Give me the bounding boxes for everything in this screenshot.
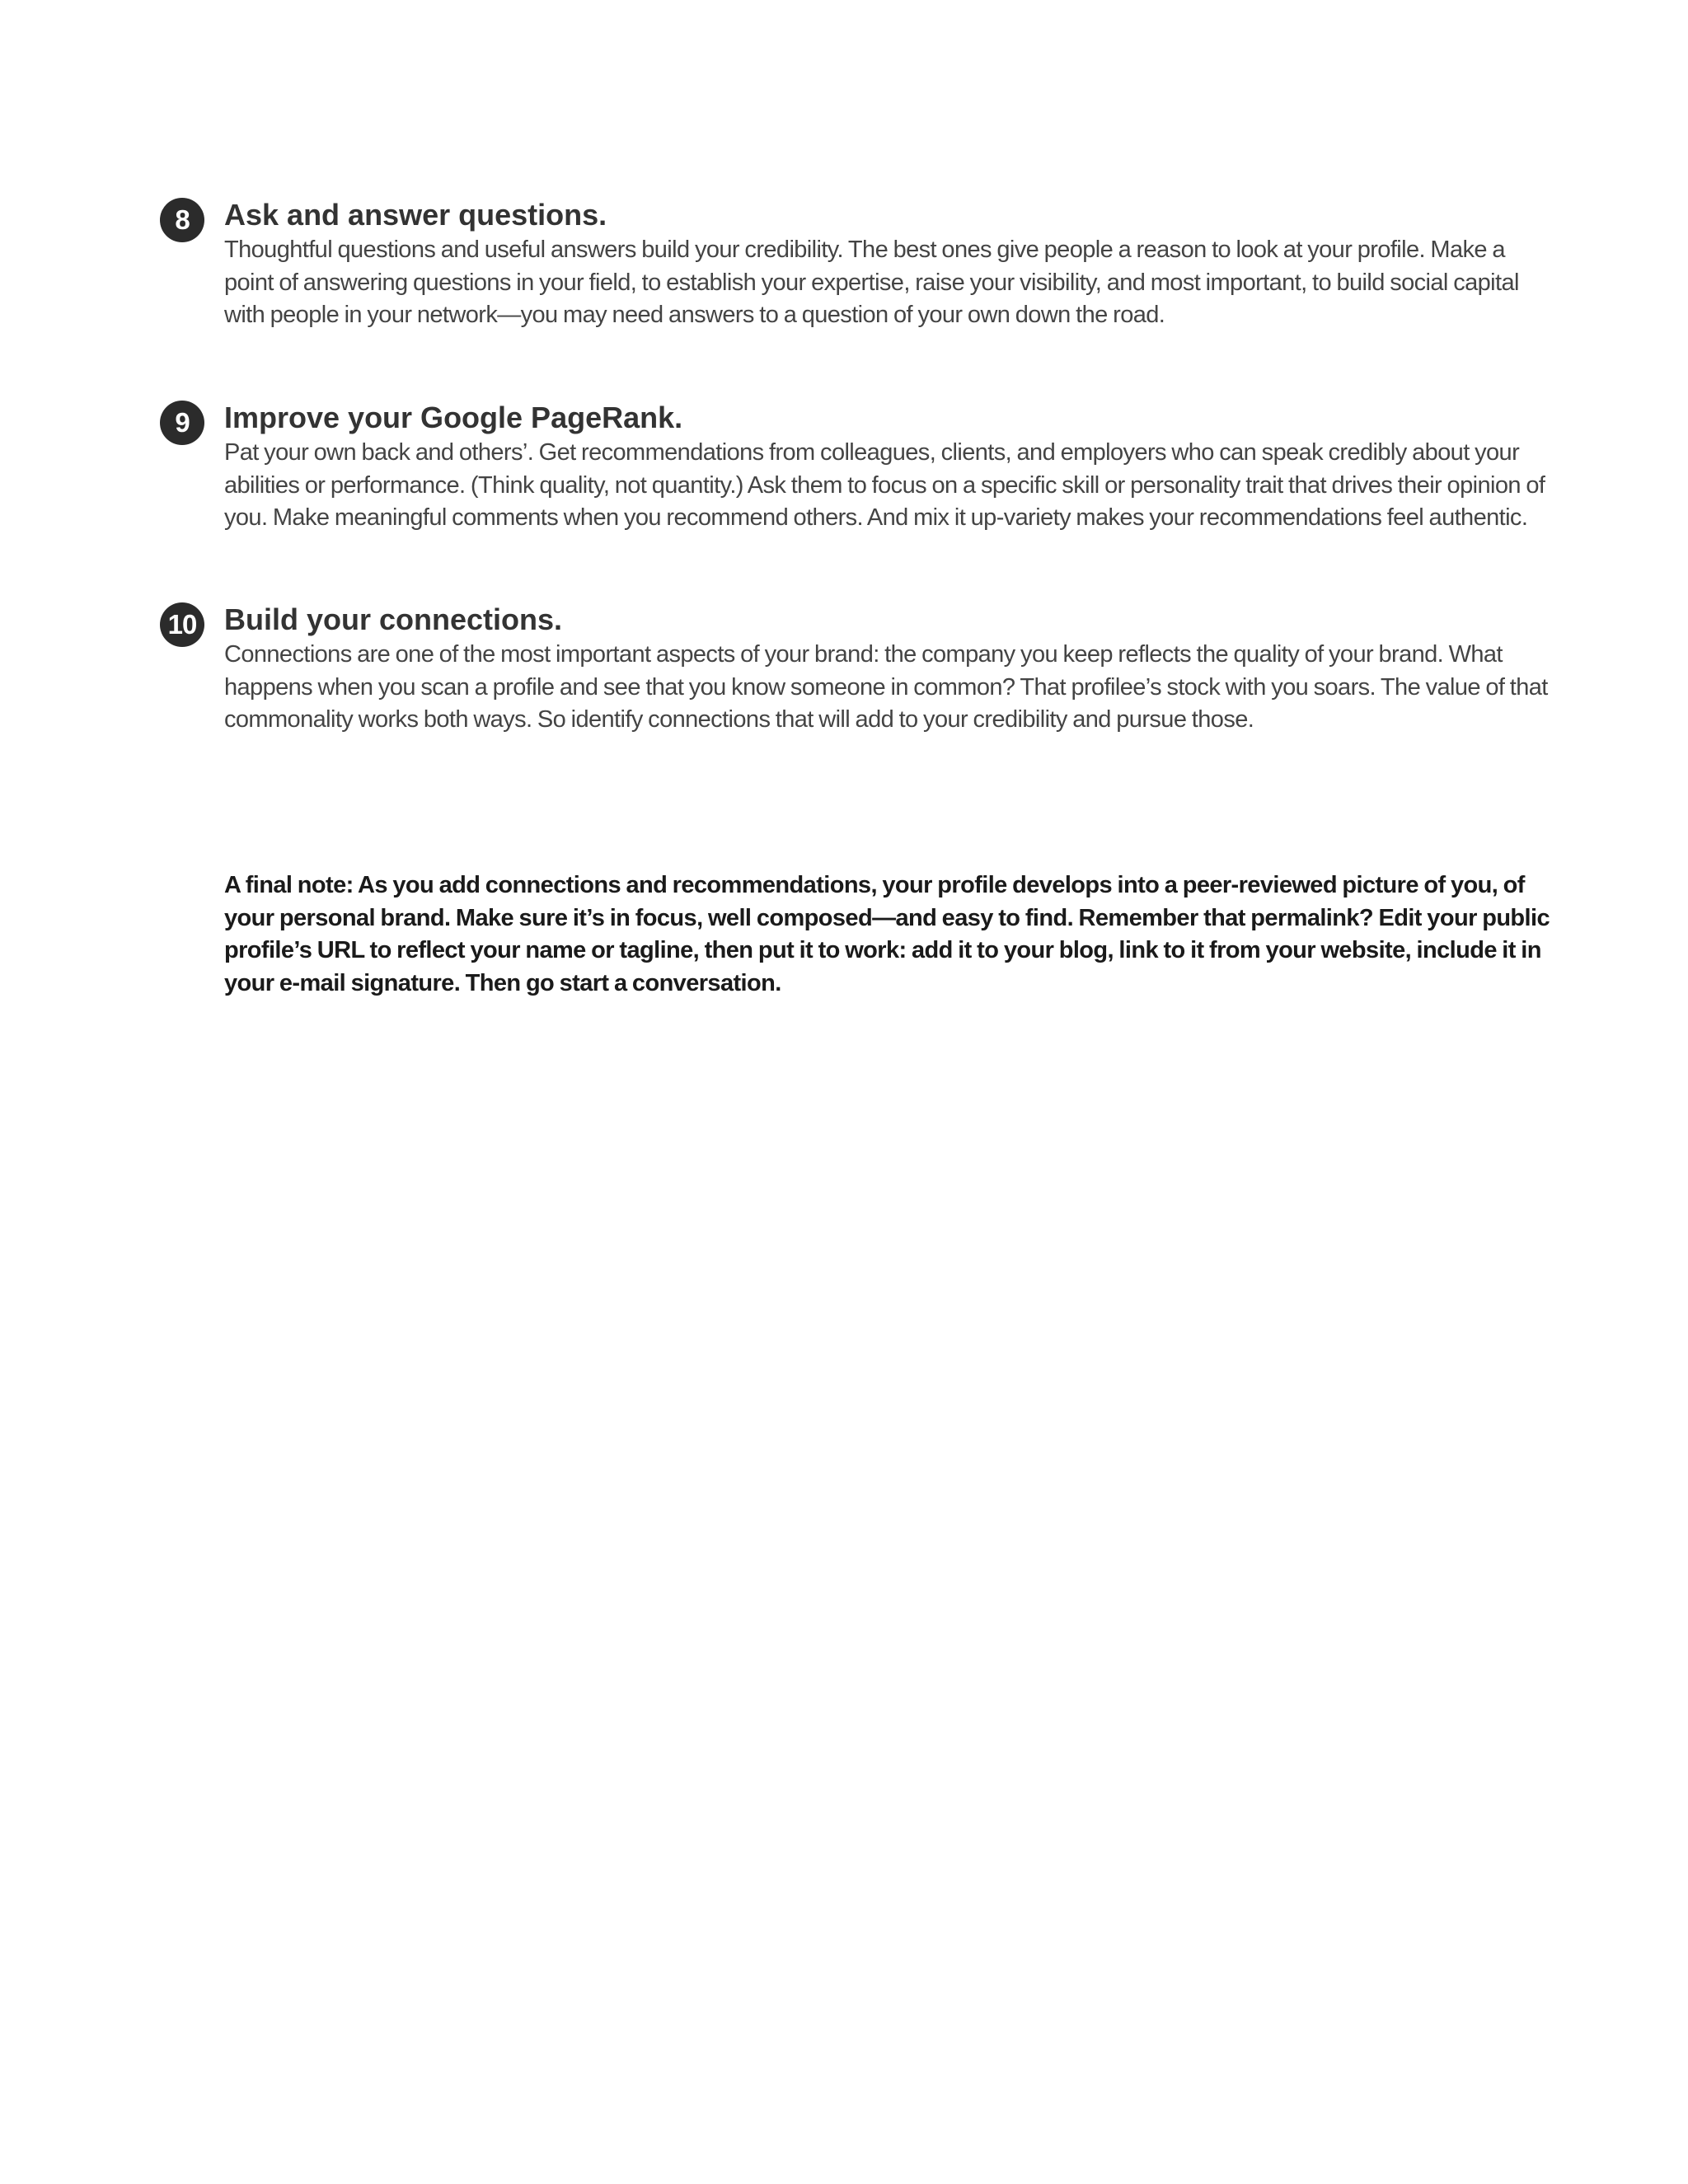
tip-number-badge: 10	[160, 602, 204, 647]
tip-heading: Build your connections.	[224, 602, 563, 636]
tip-heading: Improve your Google PageRank.	[224, 401, 683, 434]
tip-body: Connections are one of the most important aspects of your brand: the company you keep reflects the quality of your brand. What happens when you scan a profile and see that you know someone in common? That profilee’s stock with you soars. The value of that commonality works both ways. So identify connections that will add to your credibility and pursue those.	[224, 641, 1548, 733]
tip-body: Pat your own back and others’. Get recommendations from colleagues, clients, and employers who can speak credibly about your abilities or performance. (Think quality, not quantity.) Ask them to focus on a specific skill or personality trait that drives their opinion of you. Make meaningful comments when you recommend others. And mix it up-variety makes your recommendations feel authentic.	[224, 439, 1545, 531]
tip-number-badge: 9	[160, 401, 204, 445]
tip-number-badge: 8	[160, 198, 204, 242]
tip-heading: Ask and answer questions.	[224, 198, 607, 232]
final-note: A final note: As you add connections and recommendations, your profile develops into a peer-reviewed picture of you, of your personal brand. Make sure it’s in focus, well composed—and easy to find. Remember that permalink? Edit your public profile’s URL to reflect your name or tagline, then put it to work: add it to your blog, link to it from your website, include it in your e-mail signature. Then go start a conversation.	[224, 872, 1550, 996]
tip-body: Thoughtful questions and useful answers build your credibility. The best ones give people a reason to look at your profile. Make a point of answering questions in your field, to establish your expertise, raise your visibility, and most important, to build social capital with people in your network—you may need answers to a question of your own down the road.	[224, 237, 1519, 328]
